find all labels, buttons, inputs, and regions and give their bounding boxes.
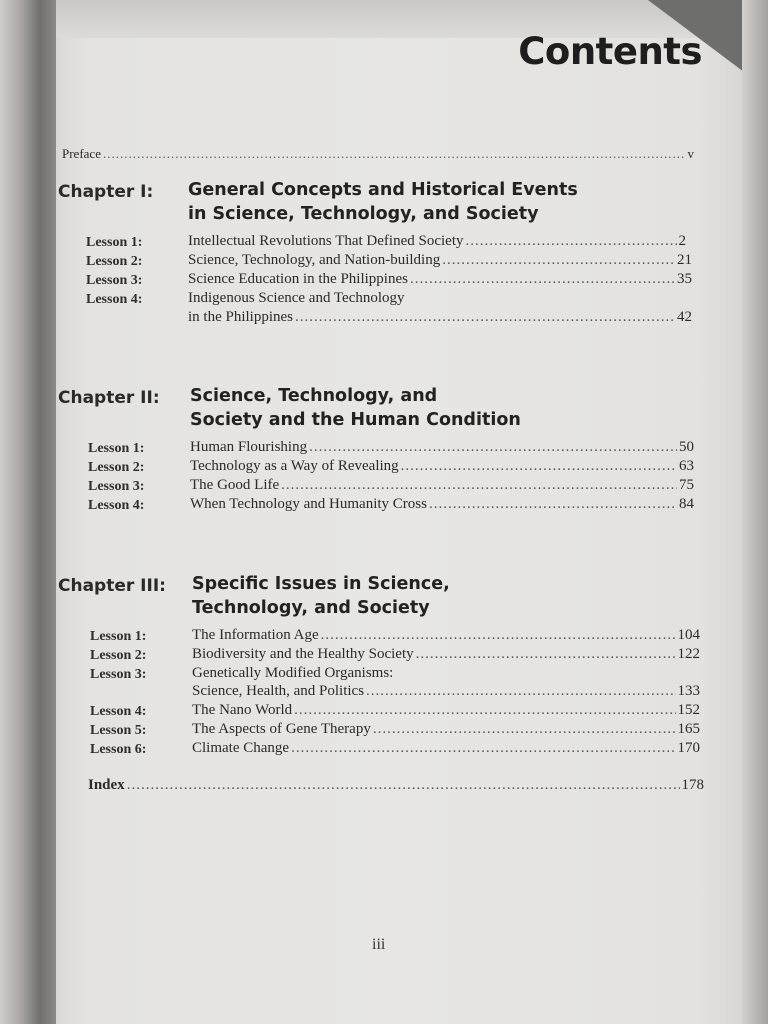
ch1-lesson-3-entry (188, 271, 692, 288)
ch2-lesson-3-page: 75 (679, 477, 694, 493)
ch2-lesson-3-label: Lesson 3: (88, 479, 145, 494)
ch3-lesson-2-entry (192, 646, 700, 663)
ch3-lesson-1-title: The Information Age (192, 627, 319, 643)
chapter-3-label: Chapter III: (58, 576, 166, 596)
ch1-lesson-4-page: 42 (677, 309, 692, 325)
index-page: 178 (681, 777, 704, 793)
ch3-lesson-6-entry (192, 740, 700, 757)
preface-page: v (687, 146, 694, 161)
ch2-lesson-2-page: 63 (679, 458, 694, 474)
leader-dots (321, 627, 676, 644)
ch1-lesson-2-page: 21 (677, 252, 692, 268)
book-spine-shadow (0, 0, 56, 1024)
ch1-lesson-2-entry (188, 252, 692, 269)
ch3-lesson-2-label: Lesson 2: (90, 648, 147, 663)
index-label: Index (88, 777, 125, 793)
ch3-lesson-5-label: Lesson 5: (90, 723, 147, 738)
chapter-3-title-line2: Technology, and Society (192, 598, 430, 618)
leader-dots (291, 740, 675, 757)
leader-dots (127, 777, 680, 794)
ch3-lesson-1-label: Lesson 1: (90, 629, 147, 644)
ch3-lesson-1-page: 104 (677, 627, 700, 643)
ch3-lesson-6-title: Climate Change (192, 740, 290, 756)
leader-dots (429, 496, 677, 513)
ch3-lesson-2-page: 122 (677, 646, 700, 662)
ch3-lesson-5-entry (192, 721, 700, 738)
ch2-lesson-4-label: Lesson 4: (88, 498, 145, 513)
chapter-2-title-line1: Science, Technology, and (190, 386, 438, 406)
leader-dots (103, 146, 686, 162)
ch2-lesson-4-title: When Technology and Humanity Cross (190, 496, 427, 512)
toc-entry-preface (62, 146, 694, 162)
ch1-lesson-1-title: Intellectual Revolutions That Defined Society (188, 233, 464, 249)
ch3-lesson-2-title: Biodiversity and the Healthy Society (192, 646, 414, 662)
ch3-lesson-5-page: 165 (677, 721, 700, 737)
page-number: iii (372, 936, 386, 953)
ch1-lesson-4-entry (188, 309, 692, 326)
leader-dots (281, 477, 677, 494)
leader-dots (416, 646, 676, 663)
leader-dots (401, 458, 677, 475)
leader-dots (373, 721, 676, 738)
chapter-1-label: Chapter I: (58, 182, 154, 202)
ch2-lesson-1-label: Lesson 1: (88, 441, 145, 456)
toc-entry-index (88, 777, 704, 794)
ch3-lesson-5-title: The Aspects of Gene Therapy (192, 721, 371, 737)
ch2-lesson-4-page: 84 (679, 496, 694, 512)
chapter-3-title (192, 572, 612, 620)
ch1-lesson-1-entry (188, 233, 686, 250)
chapter-3-title-line1: Specific Issues in Science, (192, 574, 450, 594)
ch1-lesson-2-title: Science, Technology, and Nation-building (188, 252, 441, 268)
chapter-2-title-line2: Society and the Human Condition (190, 410, 521, 430)
leader-dots (295, 309, 675, 326)
ch1-lesson-4-title: in the Philippines (188, 309, 293, 325)
ch3-lesson-4-entry (192, 702, 700, 719)
ch3-lesson-3-entry (192, 683, 700, 700)
ch1-lesson-3-page: 35 (677, 271, 692, 287)
leader-dots (442, 252, 675, 269)
page-title: Contents (518, 30, 702, 73)
ch3-lesson-6-label: Lesson 6: (90, 742, 147, 757)
ch1-lesson-1-page: 2 (678, 233, 686, 249)
preface-label: Preface (62, 146, 101, 161)
ch2-lesson-2-title: Technology as a Way of Revealing (190, 458, 399, 474)
ch1-lesson-4-label: Lesson 4: (86, 292, 143, 307)
ch1-lesson-2-label: Lesson 2: (86, 254, 143, 269)
ch2-lesson-3-entry (190, 477, 694, 494)
ch2-lesson-3-title: The Good Life (190, 477, 280, 493)
leader-dots (466, 233, 677, 250)
ch1-lesson-1-label: Lesson 1: (86, 235, 143, 250)
chapter-2-title (190, 384, 610, 432)
ch3-lesson-3-title: Science, Health, and Politics (192, 683, 365, 699)
ch2-lesson-1-entry (190, 439, 694, 456)
ch1-lesson-3-label: Lesson 3: (86, 273, 143, 288)
ch3-lesson-6-page: 170 (677, 740, 700, 756)
ch3-lesson-3-title-line1: Genetically Modified Organisms: (192, 665, 394, 681)
ch3-lesson-4-page: 152 (677, 702, 700, 718)
ch2-lesson-2-label: Lesson 2: (88, 460, 145, 475)
ch2-lesson-1-page: 50 (679, 439, 694, 455)
ch3-lesson-3-label: Lesson 3: (90, 667, 147, 682)
ch1-lesson-3-title: Science Education in the Philippines (188, 271, 408, 287)
ch2-lesson-1-title: Human Flourishing (190, 439, 308, 455)
ch3-lesson-3-page: 133 (677, 683, 700, 699)
ch2-lesson-2-entry (190, 458, 694, 475)
ch2-lesson-4-entry (190, 496, 694, 513)
chapter-1-title-line1: General Concepts and Historical Events (188, 180, 578, 200)
ch3-lesson-4-title: The Nano World (192, 702, 293, 718)
leader-dots (294, 702, 675, 719)
leader-dots (309, 439, 677, 456)
ch3-lesson-4-label: Lesson 4: (90, 704, 147, 719)
chapter-1-title-line2: in Science, Technology, and Society (188, 204, 539, 224)
leader-dots (410, 271, 675, 288)
ch3-lesson-1-entry (192, 627, 700, 644)
leader-dots (366, 683, 675, 700)
page-right-edge (742, 0, 768, 1024)
ch1-lesson-4-title-line1: Indigenous Science and Technology (188, 290, 405, 306)
chapter-2-label: Chapter II: (58, 388, 160, 408)
chapter-1-title (188, 178, 608, 226)
